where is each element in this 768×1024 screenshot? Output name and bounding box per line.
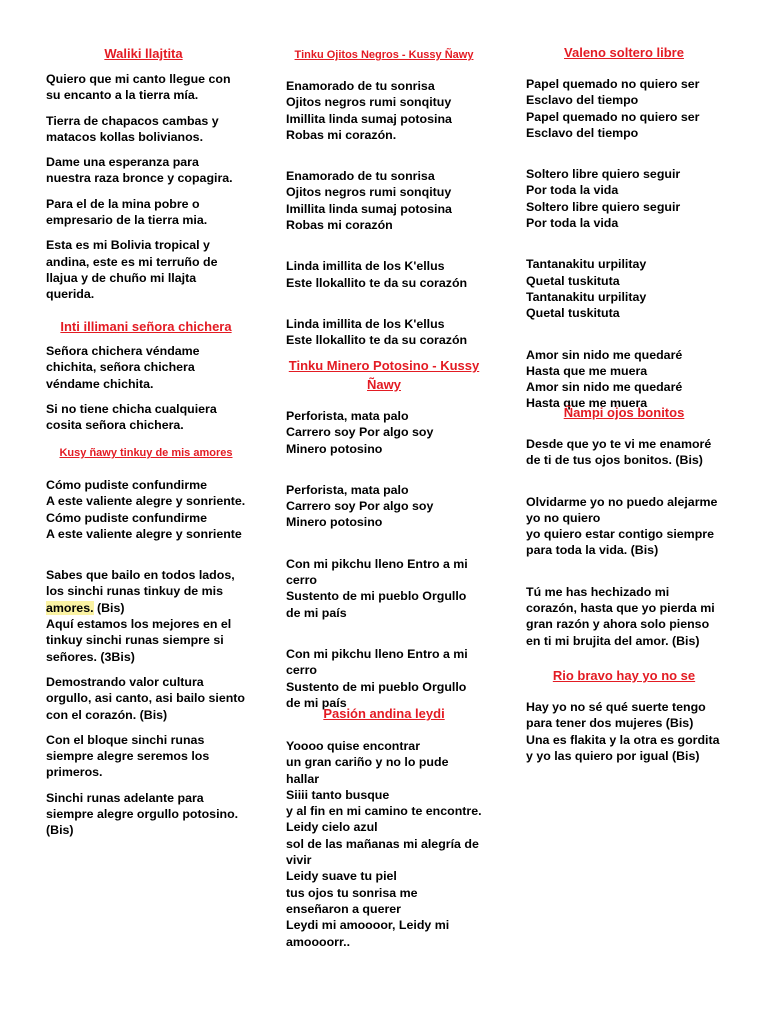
verse: Papel quemado no quiero ser Esclavo del tiempo Papel quemado no quiero ser Esclavo del tiempo (526, 77, 700, 140)
verse: Con mi pikchu lleno Entro a mi cerro Sustento de mi pueblo Orgullo de mi país (286, 556, 468, 620)
song-title: Valeno soltero libre (564, 45, 684, 60)
song-tinku-minero-potosino (286, 356, 482, 720)
verse: Si no tiene chicha cualquiera cosita señora chichera. (46, 401, 217, 433)
verse: Linda imillita de los K'ellus Este llokallito te da su corazón (286, 259, 468, 290)
verse: Enamorado de tu sonrisa Ojitos negros rumi sonqituy Imillita linda sumaj potosina Robas mi corazón (286, 169, 452, 233)
verse: Tantanakitu urpilitay Quetal tuskituta Tantanakitu urpilitay Quetal tuskituta (526, 257, 647, 321)
song-tinku-ojitos-negros (286, 46, 482, 358)
verse: Señora chichera véndame chichita, señora chichera véndame chichita. (46, 344, 200, 391)
highlighted-word: amores. (46, 600, 94, 615)
verse: Demostrando valor cultura orgullo, asi canto, asi bailo siento con el corazón. (Bis) (46, 674, 245, 722)
verse: Linda imillita de los K'ellus Este llokallito te da su corazón (286, 316, 468, 348)
verse: Perforista, mata palo Carrero soy Por algo soy Minero potosino (286, 482, 434, 530)
song-title: Kusy ñawy tinkuy de mis amores (59, 447, 233, 459)
song-rio-bravo (526, 666, 722, 773)
verse: Sinchi runas adelante para siempre alegre orgullo potosino. (Bis) (46, 790, 239, 838)
song-valeno-soltero-libre (526, 43, 722, 421)
song-kusy-nawy-tinkuy (46, 444, 246, 848)
verse: Esta es mi Bolivia tropical y andina, este es mi terruño de llajua y de chuño mi llajta querida. (46, 238, 218, 302)
song-waliki-llajtita (46, 44, 241, 312)
song-title: Tinku Minero Potosino - Kussy Ñawy (288, 358, 480, 392)
verse (46, 567, 246, 665)
verse: Soltero libre quiero seguir Por toda la vida Soltero libre quiero seguir Por toda la vida (526, 167, 681, 231)
verse: Para el de la mina pobre o empresario de la tierra mia. (46, 196, 208, 228)
song-inti-illimani (46, 317, 246, 442)
verse: Con el bloque sinchi runas siempre alegre seremos los primeros. (46, 732, 210, 780)
verse: Tú me has hechizado mi corazón, hasta que yo pierda mi gran razón y ahora solo pienso en ti mi brujita del amor. (Bis) (526, 584, 715, 648)
verse: Quiero que mi canto llegue con su encanto a la tierra mía. (46, 72, 231, 103)
song-title: Rio bravo hay yo no se (552, 668, 696, 683)
verse-text: Sabes que bailo en todos lados, los sinchi runas tinkuy de mis (46, 568, 235, 599)
song-title: Inti illimani señora chichera (60, 319, 232, 334)
verse: Hay yo no sé qué suerte tengo para tener dos mujeres (Bis) Una es flakita y la otra es gordita y yo las quiero por igual (Bis) (526, 700, 720, 763)
verse: Cómo pudiste confundirme A este valiente alegre y sonriente. Cómo pudiste confundirme A este valiente alegre y sonriente (46, 478, 246, 541)
verse: Perforista, mata palo Carrero soy Por algo soy Minero potosino (286, 409, 434, 456)
song-pasion-andina-leydi (286, 704, 482, 959)
verse: Amor sin nido me quedaré Hasta que me muera Amor sin nido me quedaré Hasta que me muera (526, 347, 683, 411)
song-title: Ñampi ojos bonitos (563, 405, 685, 420)
song-title: Tinku Ojitos Negros - Kussy Ñawy (294, 49, 474, 61)
song-title: Waliki llajtita (104, 46, 183, 61)
verse: Tierra de chapacos cambas y matacos kollas bolivianos. (46, 113, 219, 144)
verse: Enamorado de tu sonrisa Ojitos negros rumi sonqituy Imillita linda sumaj potosina Robas mi corazón. (286, 79, 452, 142)
verse: Desde que yo te vi me enamoré de ti de tus ojos bonitos. (Bis) (526, 437, 712, 468)
verse: Dame una esperanza para nuestra raza bronce y copagira. (46, 155, 233, 186)
verse-text: (Bis) Aquí estamos los mejores en el tinkuy sinchi runas siempre si señores. (3Bis) (46, 600, 232, 664)
verse: Yoooo quise encontrar un gran cariño y no lo pude hallar Siiii tanto busque y al fin en mi camino te encontre. Leidy cielo azul sol de las mañanas mi alegría de vivir Leidy suave tu piel tus ojos tu sonrisa me enseñaron a querer Leydi mi amoooor, Leidy mi amoooorr.. (286, 739, 482, 949)
song-title: Pasión andina leydi (323, 706, 445, 721)
verse: Olvidarme yo no puedo alejarme yo no quiero yo quiero estar contigo siempre para toda la vida. (Bis) (526, 494, 718, 558)
verse: Con mi pikchu lleno Entro a mi cerro Sustento de mi pueblo Orgullo de mi país (286, 646, 468, 710)
song-nampi-ojos-bonitos (526, 403, 722, 658)
